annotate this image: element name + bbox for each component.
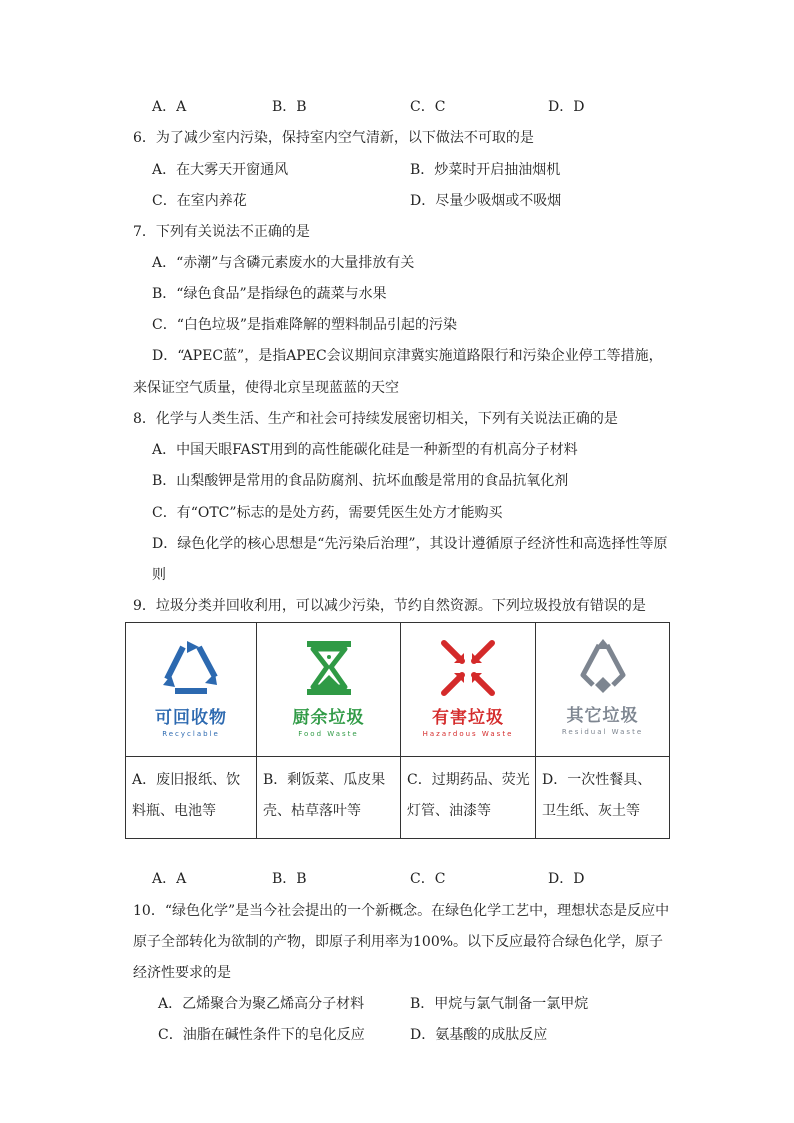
bin-en-residual: Residual Waste [561,728,644,736]
q6-stem: 6．为了减少室内污染，保持室内空气清新，以下做法不可取的是 [133,130,534,146]
q8-option-d: D．绿色化学的核心思想是“先污染后治理”，其设计遵循原子经济性和高选择性等原 [152,536,668,552]
q6-option-d: D．尽量少吸烟或不吸烟 [410,193,562,209]
hourglass-icon [303,639,355,697]
bin-name-hazardous: 有害垃圾 [432,708,504,728]
q6-option-a: A．在大雾天开窗通风 [152,162,289,178]
q5-option-d: D．D [548,99,585,115]
bin-name-food: 厨余垃圾 [292,708,365,728]
q10-option-a: A．乙烯聚合为聚乙烯高分子材料 [158,996,365,1012]
q10-option-d: D．氨基酸的成肽反应 [410,1027,548,1043]
bin-cell-hazardous [401,623,536,757]
bin-name-recyclable: 可回收物 [155,708,227,728]
q7-option-b: B．“绿色食品”是指绿色的蔬菜与水果 [152,286,387,302]
q7-option-d: D．“APEC蓝”，是指APEC会议期间京津冀实施道路限行和污染企业停工等措施， [152,348,663,364]
q5-option-c: C．C [410,99,446,115]
q10-option-c: C．油脂在碱性条件下的皂化反应 [158,1027,365,1043]
q7-option-a: A．“赤潮”与含磷元素废水的大量排放有关 [152,255,415,271]
q7-option-d-cont: 来保证空气质量，使得北京呈现蓝蓝的天空 [133,380,399,396]
q9-stem: 9．垃圾分类并回收利用，可以减少污染，节约自然资源。下列垃圾投放有错误的是 [133,598,646,614]
q8-option-b: B．山梨酸钾是常用的食品防腐剂、抗坏血酸是常用的食品抗氧化剂 [152,473,569,489]
recycle-icon [157,639,225,697]
q8-option-d-cont: 则 [152,567,166,583]
q10-option-b: B．甲烷与氯气制备一氯甲烷 [410,996,589,1012]
bin-en-recyclable: Recyclable [162,730,220,738]
bin-en-food: Food Waste [298,730,359,738]
cross-arrows-icon [438,639,498,697]
bin-text-a: A．废旧报纸、饮料瓶、电池等 [126,757,257,839]
q6-option-b: B．炒菜时开启抽油烟机 [410,162,561,178]
q8-stem: 8．化学与人类生活、生产和社会可持续发展密切相关，下列有关说法正确的是 [133,411,618,427]
q9-option-a: A．A [152,871,187,887]
q8-option-c: C．有“OTC”标志的是处方药，需要凭医生处方才能购买 [152,505,503,521]
q8-option-a: A．中国天眼FAST用到的高性能碳化硅是一种新型的有机高分子材料 [152,442,578,458]
bin-cell-food [257,623,401,757]
q10-stem-line2: 原子全部转化为欲制的产物，即原子利用率为100%。以下反应最符合绿色化学，原子 [133,934,664,950]
q10-stem-line1: 10．“绿色化学”是当今社会提出的一个新概念。在绿色化学工艺中，理想状态是反应中 [133,903,670,919]
q9-option-b: B．B [272,871,307,887]
waste-bin-table [125,622,670,839]
q7-option-c: C．“白色垃圾”是指难降解的塑料制品引起的污染 [152,317,458,333]
q7-stem: 7．下列有关说法不正确的是 [133,224,310,240]
bin-cell-recyclable [126,623,257,757]
q6-option-c: C．在室内养花 [152,193,247,209]
bin-text-c: C．过期药品、荧光灯管、油漆等 [401,757,536,839]
q5-option-a: A．A [152,99,187,115]
bin-en-hazardous: Hazardous Waste [422,730,514,738]
recycle-icon [573,639,633,695]
q10-stem-line3: 经济性要求的是 [133,965,231,981]
bin-name-residual: 其它垃圾 [566,706,639,726]
q9-option-c: C．C [410,871,446,887]
bin-cell-residual [536,623,670,757]
q9-option-d: D．D [548,871,585,887]
q5-option-b: B．B [272,99,307,115]
bin-text-b: B．剩饭菜、瓜皮果壳、枯草落叶等 [257,757,401,839]
bin-text-d: D．一次性餐具、卫生纸、灰土等 [536,757,670,839]
